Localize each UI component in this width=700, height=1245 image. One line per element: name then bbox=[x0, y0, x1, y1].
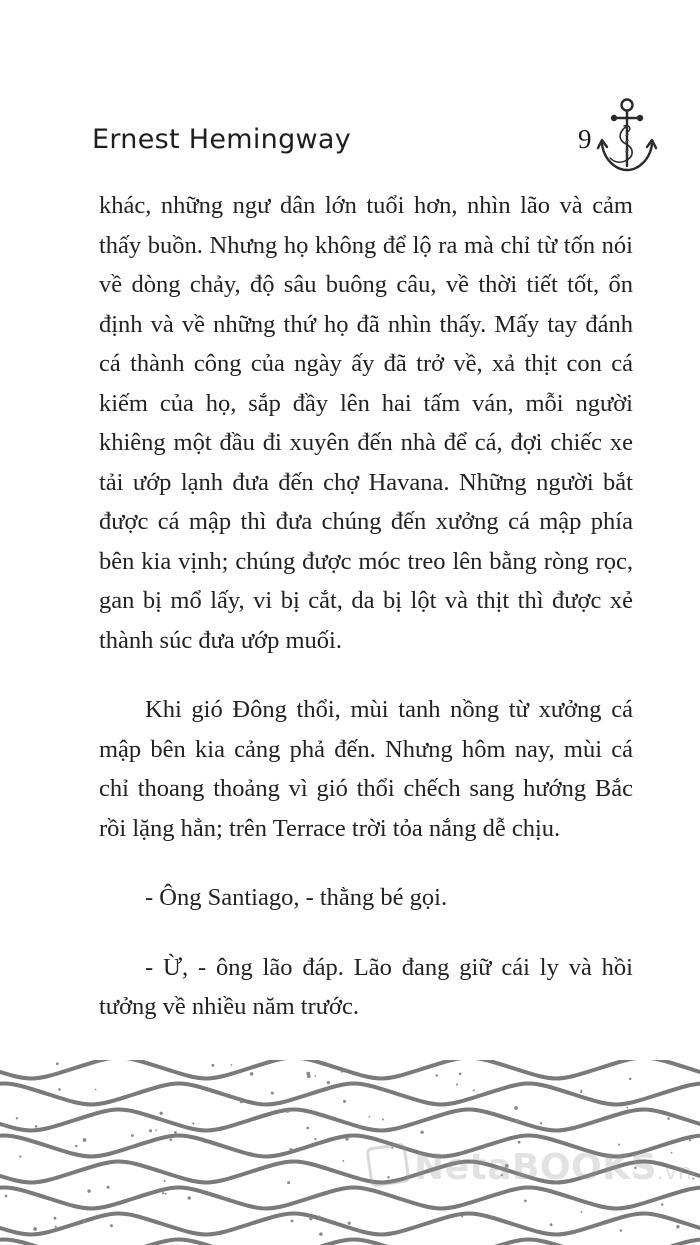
wave-speckle bbox=[56, 1062, 59, 1065]
paragraph-3-dialogue: - Ông Santiago, - thằng bé gọi. bbox=[145, 884, 448, 911]
wave-speckle bbox=[461, 1215, 463, 1217]
page-number: 9 bbox=[578, 124, 592, 154]
wave-speckle bbox=[550, 1223, 553, 1226]
wave-speckle bbox=[83, 1138, 87, 1142]
wave-speckle bbox=[327, 1081, 330, 1084]
wave-speckle bbox=[165, 1193, 167, 1195]
wave-speckle bbox=[3, 1123, 6, 1126]
wave-speckle bbox=[33, 1227, 37, 1231]
wave-speckle bbox=[306, 1072, 310, 1076]
wave-speckle bbox=[192, 1122, 194, 1124]
wave-line bbox=[0, 1110, 700, 1131]
wave-speckle bbox=[629, 1078, 632, 1081]
wave-speckle bbox=[620, 1229, 622, 1231]
wave-speckle bbox=[469, 1110, 471, 1112]
wave-speckle bbox=[131, 1134, 134, 1137]
paragraph-2: Khi gió Đông thổi, mùi tanh nồng từ xưởng cá mập bên kia cảng phả đến. Nhưng hôm nay, mùi cá chỉ thoang thoảng vì gió thổi chếch sang hướng Bắc rồi lặng hẳn; trên Terrace trời tỏa nắng dễ chịu. bbox=[99, 696, 633, 842]
wave-speckle bbox=[19, 1155, 21, 1157]
wave-speckle bbox=[174, 1131, 177, 1134]
wave-speckle bbox=[627, 1107, 629, 1109]
wave-speckle bbox=[689, 1139, 691, 1141]
wave-speckle bbox=[291, 1219, 294, 1222]
wave-speckle bbox=[57, 1071, 59, 1073]
running-head-author: Ernest Hemingway bbox=[92, 124, 352, 155]
wave-speckle bbox=[16, 1117, 18, 1119]
wave-speckle bbox=[524, 1199, 527, 1202]
wave-line bbox=[0, 1060, 700, 1079]
wave-speckle bbox=[187, 1196, 190, 1199]
wave-speckle bbox=[75, 1145, 78, 1148]
anchor-icon bbox=[596, 96, 658, 178]
wave-speckle bbox=[676, 1225, 680, 1229]
wave-speckle bbox=[58, 1088, 61, 1091]
wave-speckle bbox=[581, 1211, 583, 1213]
paragraph-1: khác, những ngư dân lớn tuổi hơn, nhìn lão và cảm thấy buồn. Nhưng họ không để lộ ra mà chỉ từ tốn nói về dòng chảy, độ sâu buông câu, về thời tiết tốt, ổn định và về những thứ họ đã nhìn thấy. Mấy tay đánh cá thành công của ngày ấy đã trở về, xả thịt con cá kiếm của họ, sắp đầy lên hai tấm ván, mỗi người khiêng một đầu đi xuyên đến nhà để cá, đợi chiếc xe tải ướp lạnh đưa đến chợ Havana. Những người bắt được cá mập thì đưa chúng đến xưởng cá mập phía bên kia vịnh; chúng được móc treo lên bằng ròng rọc, gan bị mổ lấy, vi bị cắt, da bị lột và thịt thì được xẻ thành súc đưa ướp muối. bbox=[99, 192, 633, 654]
wave-speckle bbox=[382, 1119, 384, 1121]
wave-speckle bbox=[155, 1129, 157, 1131]
wave-speckle bbox=[5, 1195, 8, 1198]
wave-speckle bbox=[459, 1072, 462, 1075]
watermark-text: NetaBOOKS bbox=[414, 1147, 658, 1188]
wave-speckle bbox=[240, 1100, 243, 1103]
wave-line bbox=[0, 1240, 700, 1245]
wave-speckle bbox=[369, 1116, 371, 1118]
page-body bbox=[99, 186, 633, 1027]
wave-speckle bbox=[341, 1070, 343, 1072]
wave-speckle bbox=[164, 1180, 166, 1182]
wave-speckle bbox=[169, 1138, 172, 1141]
wave-speckle bbox=[107, 1186, 110, 1189]
page-header bbox=[0, 0, 700, 175]
wave-speckle bbox=[35, 1125, 38, 1128]
wave-speckle bbox=[345, 1137, 348, 1140]
wave-speckle bbox=[514, 1106, 518, 1110]
wave-speckle bbox=[59, 1097, 61, 1099]
wave-speckle bbox=[436, 1074, 438, 1076]
wave-speckle bbox=[345, 1068, 347, 1070]
wave-speckle bbox=[420, 1131, 423, 1134]
wave-speckle bbox=[518, 1141, 521, 1144]
wave-speckle bbox=[287, 1181, 290, 1184]
wave-speckle bbox=[289, 1148, 292, 1151]
wave-speckle bbox=[348, 1222, 351, 1225]
wave-speckle bbox=[54, 1217, 57, 1220]
wave-speckle bbox=[306, 1127, 309, 1130]
wave-speckle bbox=[87, 1189, 90, 1192]
wave-speckle bbox=[160, 1112, 163, 1115]
wave-speckle bbox=[473, 1089, 475, 1091]
wave-speckle bbox=[314, 1075, 316, 1077]
wave-speckle bbox=[667, 1117, 670, 1120]
paragraph-4-dialogue: - Ừ, - ông lão đáp. Lão đang giữ cái ly và hồi tưởng về nhiều năm trước. bbox=[99, 953, 633, 1020]
publisher-watermark bbox=[368, 1145, 693, 1188]
wave-line bbox=[0, 1084, 700, 1105]
wave-speckle bbox=[286, 1110, 289, 1113]
wave-speckle bbox=[515, 1119, 519, 1123]
wave-speckle bbox=[456, 1083, 458, 1085]
wave-line bbox=[0, 1188, 700, 1209]
wave-speckle bbox=[319, 1232, 323, 1236]
wave-speckle bbox=[149, 1129, 152, 1132]
wave-speckle bbox=[271, 1092, 274, 1095]
watermark-logo-icon bbox=[365, 1142, 410, 1187]
wave-speckle bbox=[580, 1091, 582, 1093]
wave-speckle bbox=[343, 1100, 346, 1103]
wave-speckle bbox=[110, 1224, 113, 1227]
wave-speckle bbox=[250, 1072, 254, 1076]
wave-speckle bbox=[309, 1217, 312, 1220]
wave-speckle bbox=[95, 1089, 97, 1091]
wave-speckle bbox=[162, 1192, 164, 1194]
wave-speckle bbox=[540, 1122, 542, 1124]
wave-speckle bbox=[231, 1064, 233, 1066]
wave-speckle bbox=[661, 1203, 664, 1206]
wave-speckle bbox=[318, 1216, 321, 1219]
wave-speckle bbox=[55, 1226, 57, 1228]
wave-speckle bbox=[83, 1220, 86, 1223]
watermark-suffix: .vn bbox=[657, 1160, 693, 1185]
wave-speckle bbox=[314, 1138, 316, 1140]
wave-speckle bbox=[342, 1160, 344, 1162]
wave-speckle bbox=[692, 1178, 694, 1180]
wave-speckle bbox=[211, 1064, 214, 1067]
